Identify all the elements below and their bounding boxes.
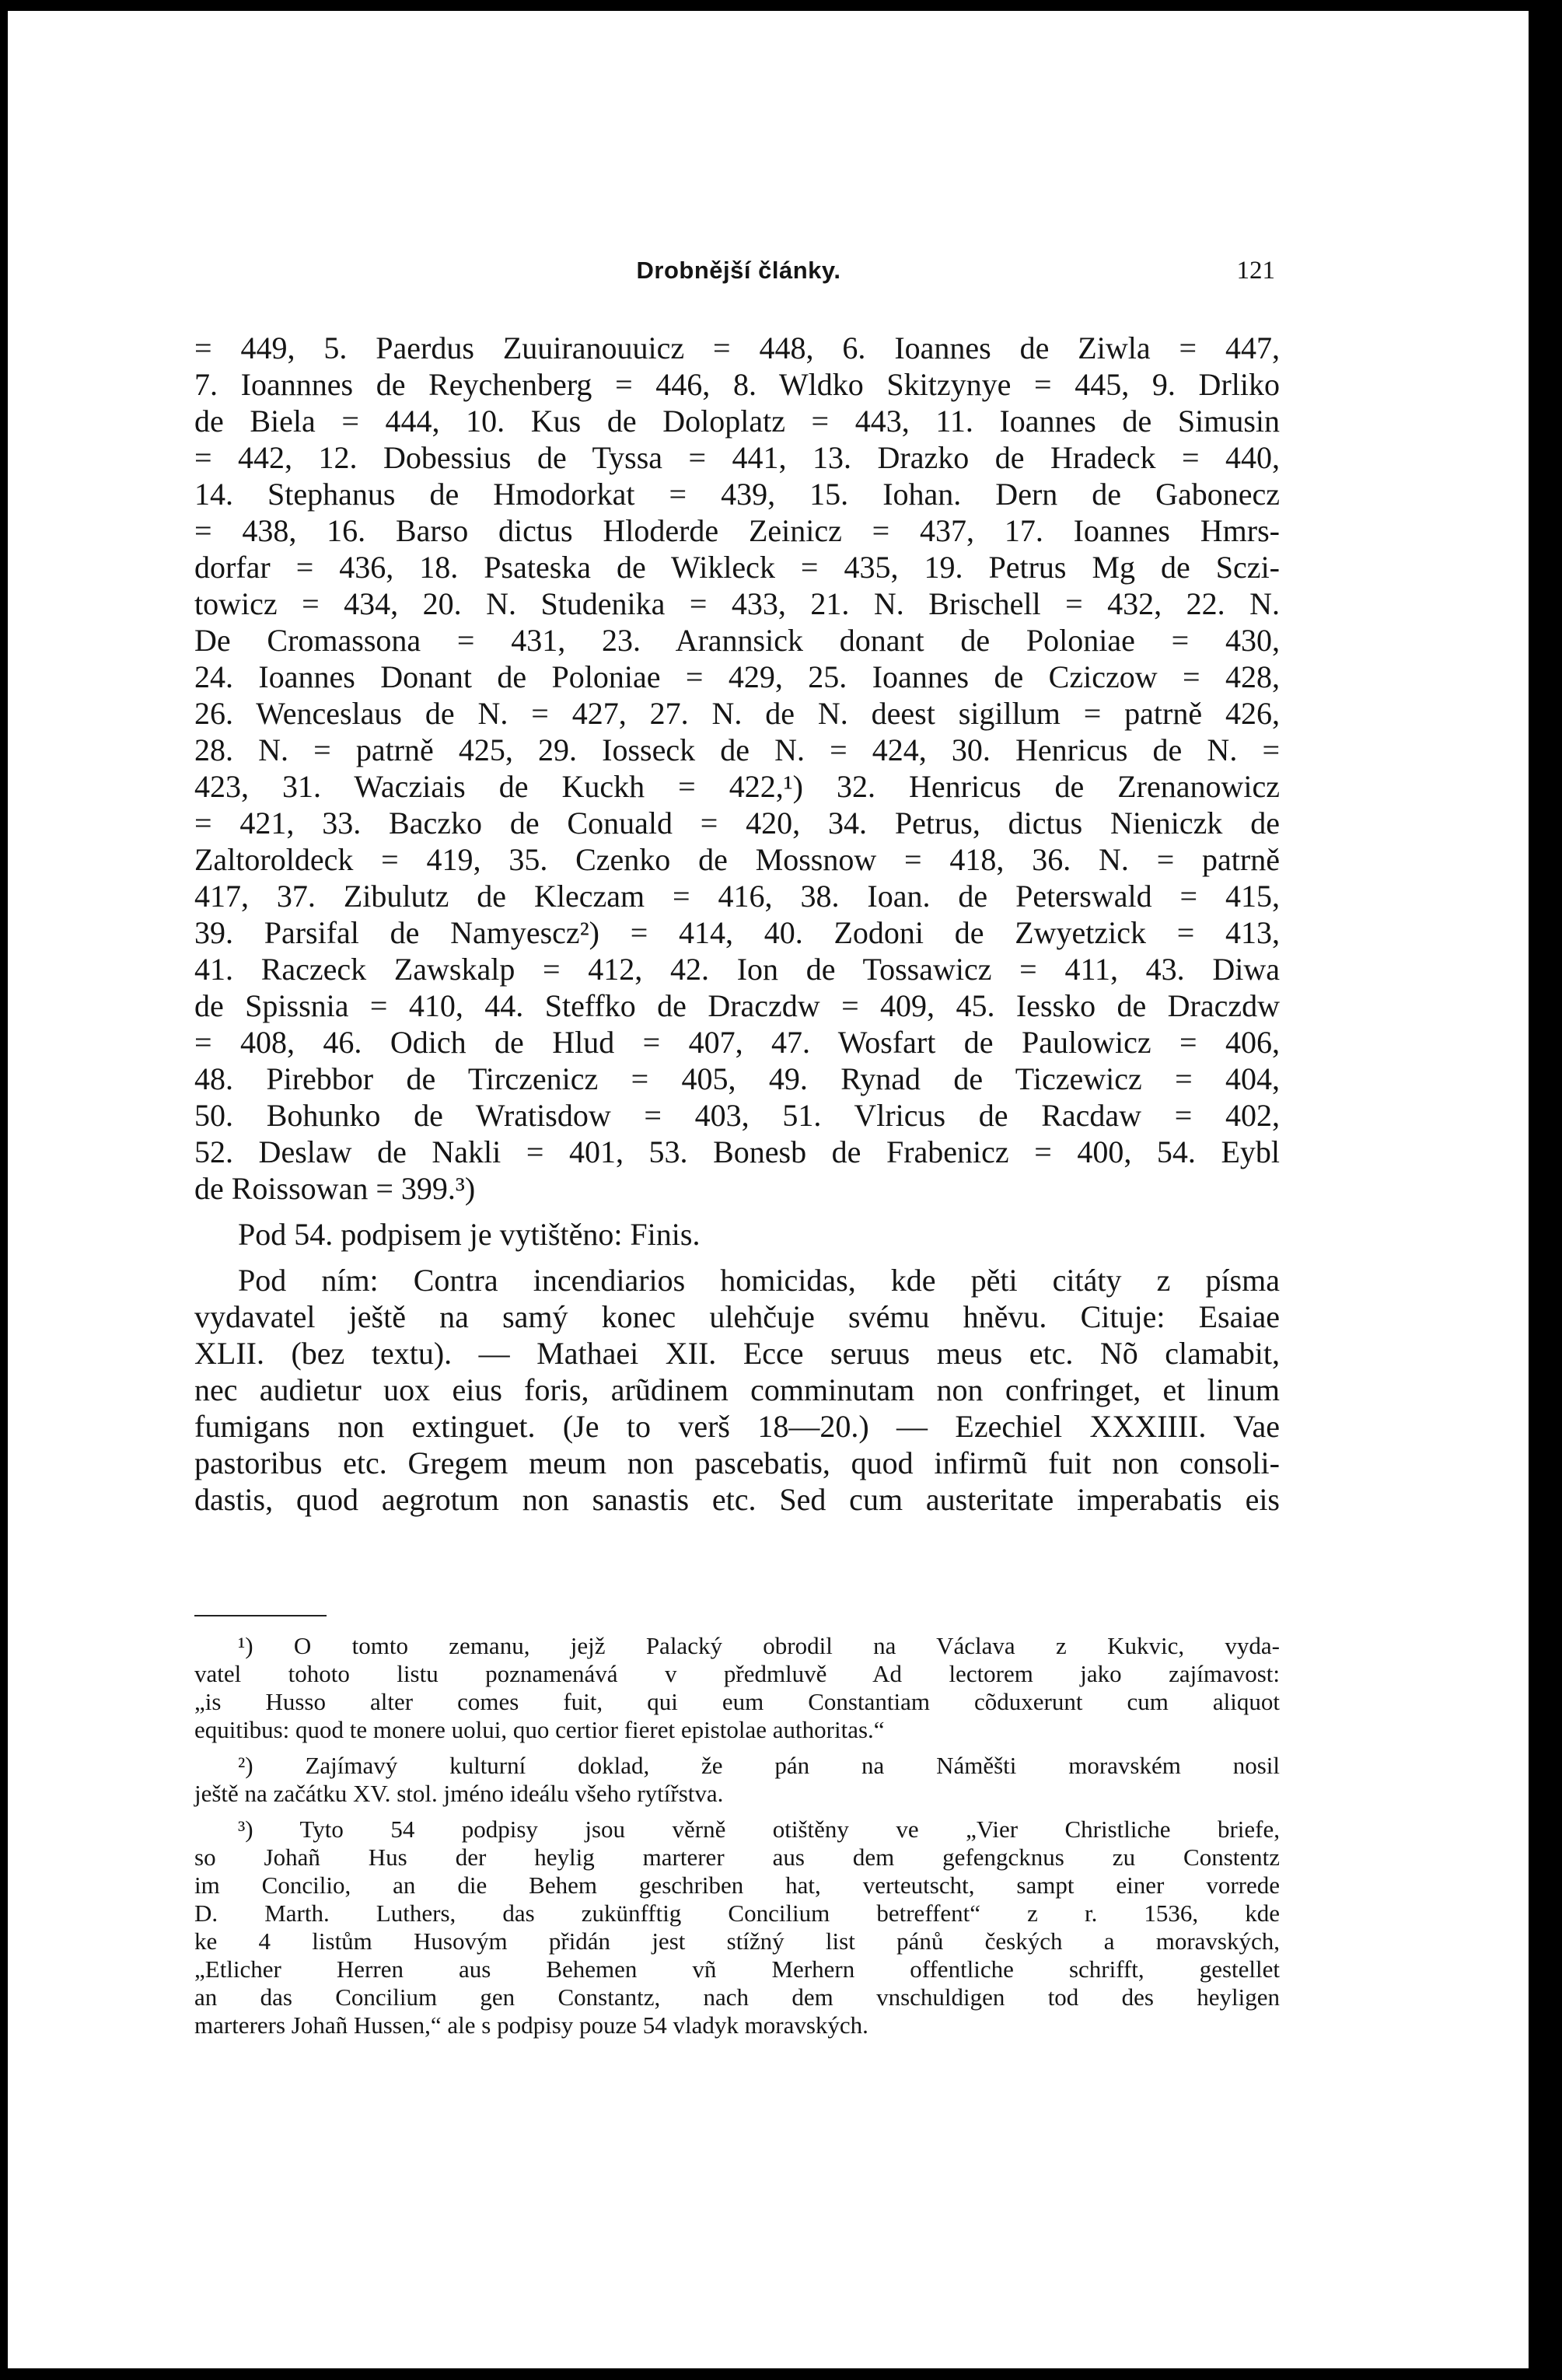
text-line: 50. Bohunko de Wratisdow = 403, 51. Vlricus de Racdaw = 402, (194, 1098, 1280, 1133)
paragraph-line: vydavatel ještě na samý konec ulehčuje svému hněvu. Cituje: Esaiae (194, 1299, 1280, 1334)
footnote-1-line: „is Husso alter comes fuit, qui eum Constantiam cõduxerunt cum aliquot (194, 1688, 1280, 1715)
main-text (194, 330, 1280, 1518)
text-line: = 408, 46. Odich de Hlud = 407, 47. Wosfart de Paulowicz = 406, (194, 1025, 1280, 1060)
text-line: 14. Stephanus de Hmodorkat = 439, 15. Iohan. Dern de Gabonecz (194, 477, 1280, 512)
text-line: = 421, 33. Baczko de Conuald = 420, 34. Petrus, dictus Nieniczk de (194, 806, 1280, 841)
paragraph-line: Pod ním: Contra incendiarios homicidas, kde pěti citáty z písma (238, 1263, 1280, 1298)
paragraph-pod54: Pod 54. podpisem je vytištěno: Finis. (238, 1217, 701, 1252)
paragraph-line: dastis, quod aegrotum non sanastis etc. Sed cum austeritate imperabatis eis (194, 1482, 1280, 1517)
text-line: de Roissowan = 399.³) (194, 1171, 476, 1206)
text-line: towicz = 434, 20. N. Studenika = 433, 21. N. Brischell = 432, 22. N. (194, 586, 1280, 621)
page-header (202, 257, 1275, 295)
text-line: de Biela = 444, 10. Kus de Doloplatz = 443, 11. Ioannes de Simusin (194, 404, 1280, 439)
footnote-3-line: marterers Johañ Hussen,“ ale s podpisy pouze 54 vladyk moravských. (194, 2011, 868, 2039)
text-line: 423, 31. Wacziais de Kuckh = 422,¹) 32. Henricus de Zrenanowicz (194, 769, 1280, 804)
footnote-divider (194, 1615, 327, 1616)
footnote-3-line: so Johañ Hus der heylig marterer aus dem gefengcknus zu Constentz (194, 1844, 1280, 1871)
text-line: De Cromassona = 431, 23. Arannsick donant de Poloniae = 430, (194, 623, 1280, 658)
text-line: 48. Pirebbor de Tirczenicz = 405, 49. Rynad de Ticzewicz = 404, (194, 1061, 1280, 1096)
page-number: 121 (1236, 257, 1275, 285)
footnote-1-line: ¹) O tomto zemanu, jejž Palacký obrodil na Václava z Kukvic, vyda- (238, 1632, 1280, 1659)
text-line: dorfar = 436, 18. Psateska de Wikleck = 435, 19. Petrus Mg de Sczi- (194, 550, 1280, 585)
paragraph-line: fumigans non extinguet. (Je to verš 18—20.) — Ezechiel XXXIIII. Vae (194, 1409, 1280, 1444)
text-line: 52. Deslaw de Nakli = 401, 53. Bonesb de Frabenicz = 400, 54. Eybl (194, 1134, 1280, 1169)
running-title: Drobnější články. (636, 257, 841, 284)
text-line: 24. Ioannes Donant de Poloniae = 429, 25. Ioannes de Cziczow = 428, (194, 659, 1280, 694)
book-page (8, 11, 1529, 2368)
text-line: 26. Wenceslaus de N. = 427, 27. N. de N. deest sigillum = patrně 426, (194, 696, 1280, 731)
text-line: Zaltoroldeck = 419, 35. Czenko de Mossnow = 418, 36. N. = patrně (194, 842, 1280, 877)
text-line: 7. Ioannnes de Reychenberg = 446, 8. Wldko Skitzynye = 445, 9. Drliko (194, 367, 1280, 402)
footnote-2-line: ještě na začátku XV. stol. jméno ideálu všeho rytířstva. (194, 1780, 724, 1807)
footnote-2-line: ²) Zajímavý kulturní doklad, že pán na Náměšti moravském nosil (238, 1752, 1280, 1779)
text-line: 41. Raczeck Zawskalp = 412, 42. Ion de Tossawicz = 411, 43. Diwa (194, 952, 1280, 987)
paragraph-line: nec audietur uox eius foris, arũdinem comminutam non confringet, et linum (194, 1372, 1280, 1407)
footnote-3-line: „Etlicher Herren aus Behemen vñ Merhern offentliche schrifft, gestellet (194, 1955, 1280, 1983)
paragraph-line: pastoribus etc. Gregem meum non pascebatis, quod infirmũ fuit non consoli- (194, 1445, 1280, 1480)
footnote-3-line: ke 4 listům Husovým přidán jest stížný list pánů českých a moravských, (194, 1927, 1280, 1955)
footnote-3-line: an das Concilium gen Constantz, nach dem vnschuldigen tod des heyligen (194, 1983, 1280, 2011)
text-line: de Spissnia = 410, 44. Steffko de Draczdw = 409, 45. Iessko de Draczdw (194, 988, 1280, 1023)
footnote-1-line: vatel tohoto listu poznamenává v předmluvě Ad lectorem jako zajímavost: (194, 1660, 1280, 1687)
text-line: = 442, 12. Dobessius de Tyssa = 441, 13. Drazko de Hradeck = 440, (194, 440, 1280, 475)
footnote-3-line: D. Marth. Luthers, das zukünfftig Concilium betreffent“ z r. 1536, kde (194, 1899, 1280, 1927)
paragraph-line: XLII. (bez textu). — Mathaei XII. Ecce seruus meus etc. Nõ clamabit, (194, 1336, 1280, 1371)
text-line: = 449, 5. Paerdus Zuuiranouuicz = 448, 6. Ioannes de Ziwla = 447, (194, 330, 1280, 365)
text-line: = 438, 16. Barso dictus Hloderde Zeinicz = 437, 17. Ioannes Hmrs- (194, 513, 1280, 548)
footnotes (194, 1632, 1280, 2039)
text-line: 417, 37. Zibulutz de Kleczam = 416, 38. Ioan. de Peterswald = 415, (194, 879, 1280, 914)
footnote-3-line: im Concilio, an die Behem geschriben hat, verteutscht, sampt einer vorrede (194, 1871, 1280, 1899)
text-line: 39. Parsifal de Namyescz²) = 414, 40. Zodoni de Zwyetzick = 413, (194, 915, 1280, 950)
text-line: 28. N. = patrně 425, 29. Iosseck de N. = 424, 30. Henricus de N. = (194, 732, 1280, 767)
footnote-3-line: ³) Tyto 54 podpisy jsou věrně otištěny ve „Vier Christliche briefe, (238, 1816, 1280, 1843)
footnote-1-line: equitibus: quod te monere uolui, quo certior fieret epistolae authoritas.“ (194, 1716, 885, 1743)
